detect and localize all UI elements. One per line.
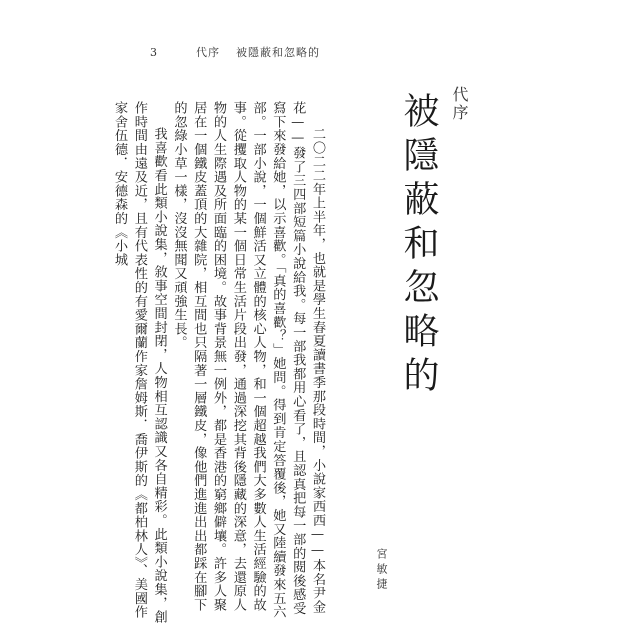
- chapter-title: 被隱蔽和忽略的: [398, 92, 439, 400]
- body-text: [109, 101, 327, 625]
- author-name: 宮敏捷: [375, 548, 388, 593]
- header-section: 代序: [196, 46, 220, 59]
- chapter-kicker: 代序: [450, 86, 469, 122]
- header-running-title: 被隱蔽和忽略的: [236, 46, 320, 59]
- paragraph-2: 我喜歡看此類小說集，敘事空間封閉，人物相互認識又各自精彩。此類小說集，創作時間由遠及近，且有代表性的有愛爾蘭作家詹姆斯．喬伊斯的《都柏林人》、美國作家舍伍德．安德森的《小城: [112, 101, 167, 625]
- paragraph-1: 二〇二二年上半年，也就是學生春夏讀書季那段時間，小說家西西——本名尹金花——發了三四部短篇小說給我。每一部我都用心看了，且認真把每一部的閱後感受寫下來發給她，以示喜歡。「真的喜歡？」她問。得到肯定答覆後，她又陸續發來五六部。一部小說，一個鮮活又立體的核心人物，和一個超越我們大多數人生活經驗的故事。從攫取人物的某一個日常生活片段出發，通過深挖其背後隱藏的深意，去還原人物的人生際遇及所面臨的困境。故事背景無一例外，都是香港的窮鄉僻壤。許多人聚居在一個鐵皮蓋頂的大雜院，相互間也只隔著一層鐵皮，像他們進進出出都踩在腳下的忽綠小草一樣，沒沒無聞又頑強生長。: [171, 101, 325, 619]
- page-number: 3: [150, 46, 158, 59]
- running-header: [150, 44, 320, 60]
